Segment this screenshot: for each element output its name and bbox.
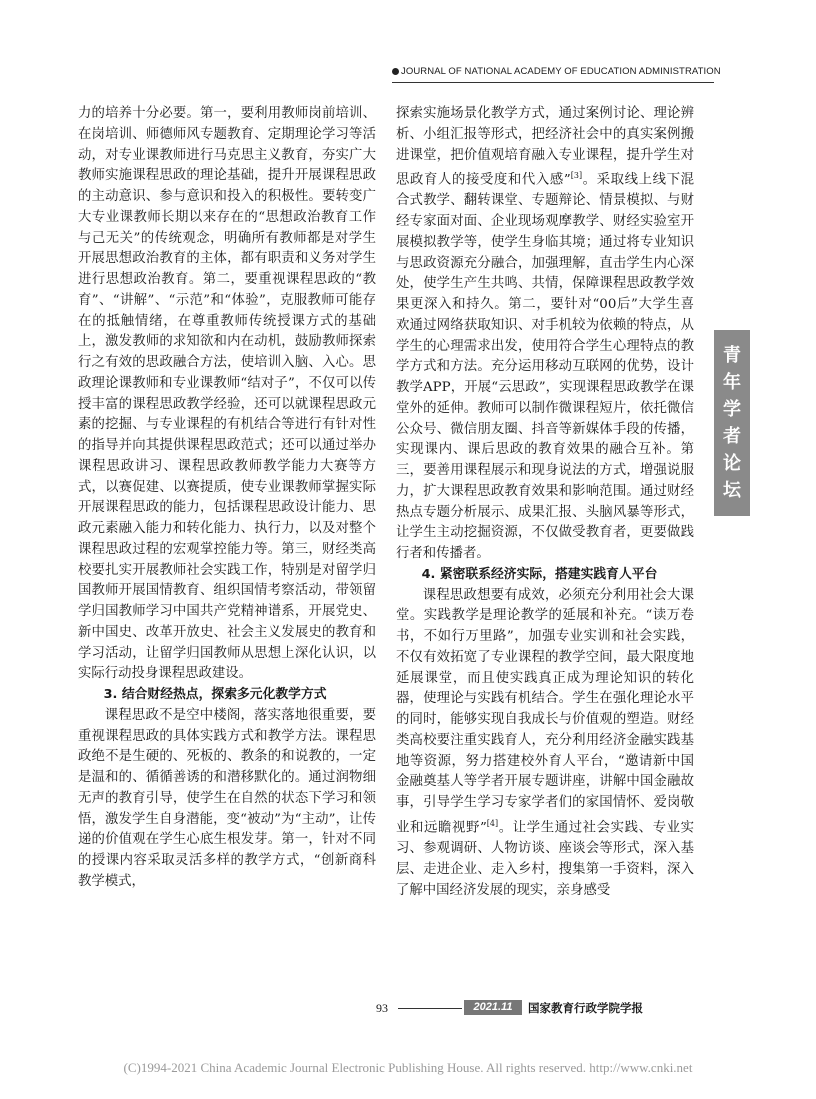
paragraph-text: 。采取线上线下混合式教学、翻转课堂、专题辩论、情景模拟、与财经专家面对面、企业现场观摩教学、财经实验室开展模拟教学等，使学生身临其境；通过将专业知识与思政资源充分融合，加强理解，直击学生内心深处，使学生产生共鸣、共情，保障课程思政教学效果更深入和持久。第二，要针对“00后”大学生喜欢通过网络获取知识、对手机较为依赖的特点，从学生的心理需求出发，使用符合学生心理特点的教学方式和方法。充分运用移动互联网的优势，设计教学APP，开展“云思政”，实现课程思政教学在课堂外的延伸。教师可以制作微课程短片，依托微信公众号、微信朋友圈、抖音等新媒体手段的传播，实现课内、课后思政的教育效果的融合互补。第三，要善用课程展示和现身说法的方式，增强说服力，扩大课程思政教育效果和影响范围。通过财经热点专题分析展示、成果汇报、头脑风暴等形式，让学生主动挖掘资源，不仅做受教育者，更要做践行者和传播者。 — [396, 172, 694, 562]
right-column — [396, 104, 694, 901]
reference-marker: [3] — [570, 171, 583, 181]
paragraph-text: 探索实施场景化教学方式，通过案例讨论、理论辨析、小组汇报等形式，把经济社会中的真实案例搬进课堂，把价值观培育融入专业课程，提升学生对思政育人的接受度和代入感” — [396, 106, 694, 188]
side-tab-char: 年 — [723, 372, 741, 393]
issue-badge: 2021.11 — [464, 1000, 522, 1015]
bullet-icon — [392, 68, 399, 75]
section-side-tab — [714, 330, 750, 516]
left-column — [78, 104, 376, 893]
side-tab-char: 论 — [723, 453, 741, 474]
side-tab-char: 学 — [723, 399, 741, 420]
section-heading: 4. 紧密联系经济实际，搭建实践育人平台 — [421, 566, 658, 582]
side-tab-char: 青 — [723, 345, 741, 366]
journal-chinese-title: 国家教育行政学院学报 — [528, 1001, 643, 1015]
footer-rule — [398, 1008, 462, 1009]
running-header — [392, 66, 721, 82]
paragraph: 课程思政不是空中楼阁，落实落地很重要，要重视课程思政的具体实践方式和教学方法。课程思政绝不是生硬的、死板的、教条的和说教的，一定是温和的、循循善诱的和潜移默化的。通过润物细无声的教育引导，使学生在自然的状态下学习和领悟，激发学生自身潜能，变“被动”为“主动”，让传递的价值观在学生心底生根发芽。第一，针对不同的授课内容采取灵活多样的教学方式，“创新商科教学模式， — [78, 707, 376, 889]
section-heading: 3. 结合财经热点，探索多元化教学方式 — [103, 687, 327, 702]
reference-marker: [4] — [486, 818, 499, 828]
copyright-watermark: (C)1994-2021 China Academic Journal Electronic Publishing House. All rights reserved. http://www.cnki.net — [123, 1060, 693, 1075]
page-number: 93 — [376, 1001, 388, 1015]
paragraph — [396, 104, 694, 565]
paragraph — [396, 586, 694, 902]
page-footer — [376, 1000, 676, 1016]
paragraph-text: 。让学生通过社会实践、专业实习、参观调研、人物访谈、座谈会等形式，深入基层、走进企业、走入乡村，搜集第一手资料，深入了解中国经济发展的现实，亲身感受 — [396, 820, 694, 898]
journal-english-title: JOURNAL OF NATIONAL ACADEMY OF EDUCATION ADMINISTRATION — [401, 66, 721, 77]
paragraph: 力的培养十分必要。第一，要利用教师岗前培训、在岗培训、师德师风专题教育、定期理论学习等活动，对专业课教师进行马克思主义教育，夯实广大教师实施课程思政的理论基础，提升开展课程思政的主动意识、参与意识和投入的积极性。要转变广大专业课教师长期以来存在的“思想政治教育工作与己无关”的传统观念，明确所有教师都是对学生开展思想政治教育的主体，都有职责和义务对学生进行思想政治教育。第二，要重视课程思政的“教育”、“讲解”、“示范”和“体验”，克服教师可能存在的抵触情绪，在尊重教师传统授课方式的基础上，激发教师的求知欲和内在动机，鼓励教师探索行之有效的思政融合方法，使培训入脑、入心。思政理论课教师和专业课教师“结对子”，不仅可以传授丰富的课程思政教学经验，还可以就课程思政元素的挖掘、与专业课程的有机结合等进行有针对性的指导并向其提供课程思政范式；还可以通过举办课程思政讲习、课程思政教师教学能力大赛等方式，以赛促建、以赛提质，使专业课教师掌握实际开展课程思政的能力，包括课程思政设计能力、思政元素融入能力和转化能力、执行力，以及对整个课程思政过程的宏观掌控能力等。第三，财经类高校要扎实开展教师社会实践工作，特别是对留学归国教师开展国情教育、组织国情考察活动，带领留学归国教师学习中国共产党精神谱系，开展党史、新中国史、改革开放史、社会主义发展史的教育和学习活动，让留学归国教师从思想上深化认识，以实际行动投身课程思政建设。 — [78, 106, 376, 682]
paragraph-text: 课程思政想要有成效，必须充分利用社会大课堂。实践教学是理论教学的延展和补充。“读万卷书，不如行万里路”，加强专业实训和社会实践，不仅有效拓宽了专业课程的教学空间，最大限度地延展课堂，而且使实践真正成为理论知识的转化器，使理论与实践有机结合。学生在强化理论水平的同时，能够实现自我成长与价值观的塑造。财经类高校要注重实践育人，充分利用经济金融实践基地等资源，努力搭建校外育人平台，“邀请新中国金融奠基人等学者开展专题讲座，讲解中国金融故事，引导学生学习专家学者们的家国情怀、爱岗敬业和远瞻视野” — [396, 587, 694, 836]
side-tab-char: 坛 — [723, 480, 741, 501]
side-tab-char: 者 — [723, 426, 741, 447]
header-rule — [392, 82, 714, 83]
